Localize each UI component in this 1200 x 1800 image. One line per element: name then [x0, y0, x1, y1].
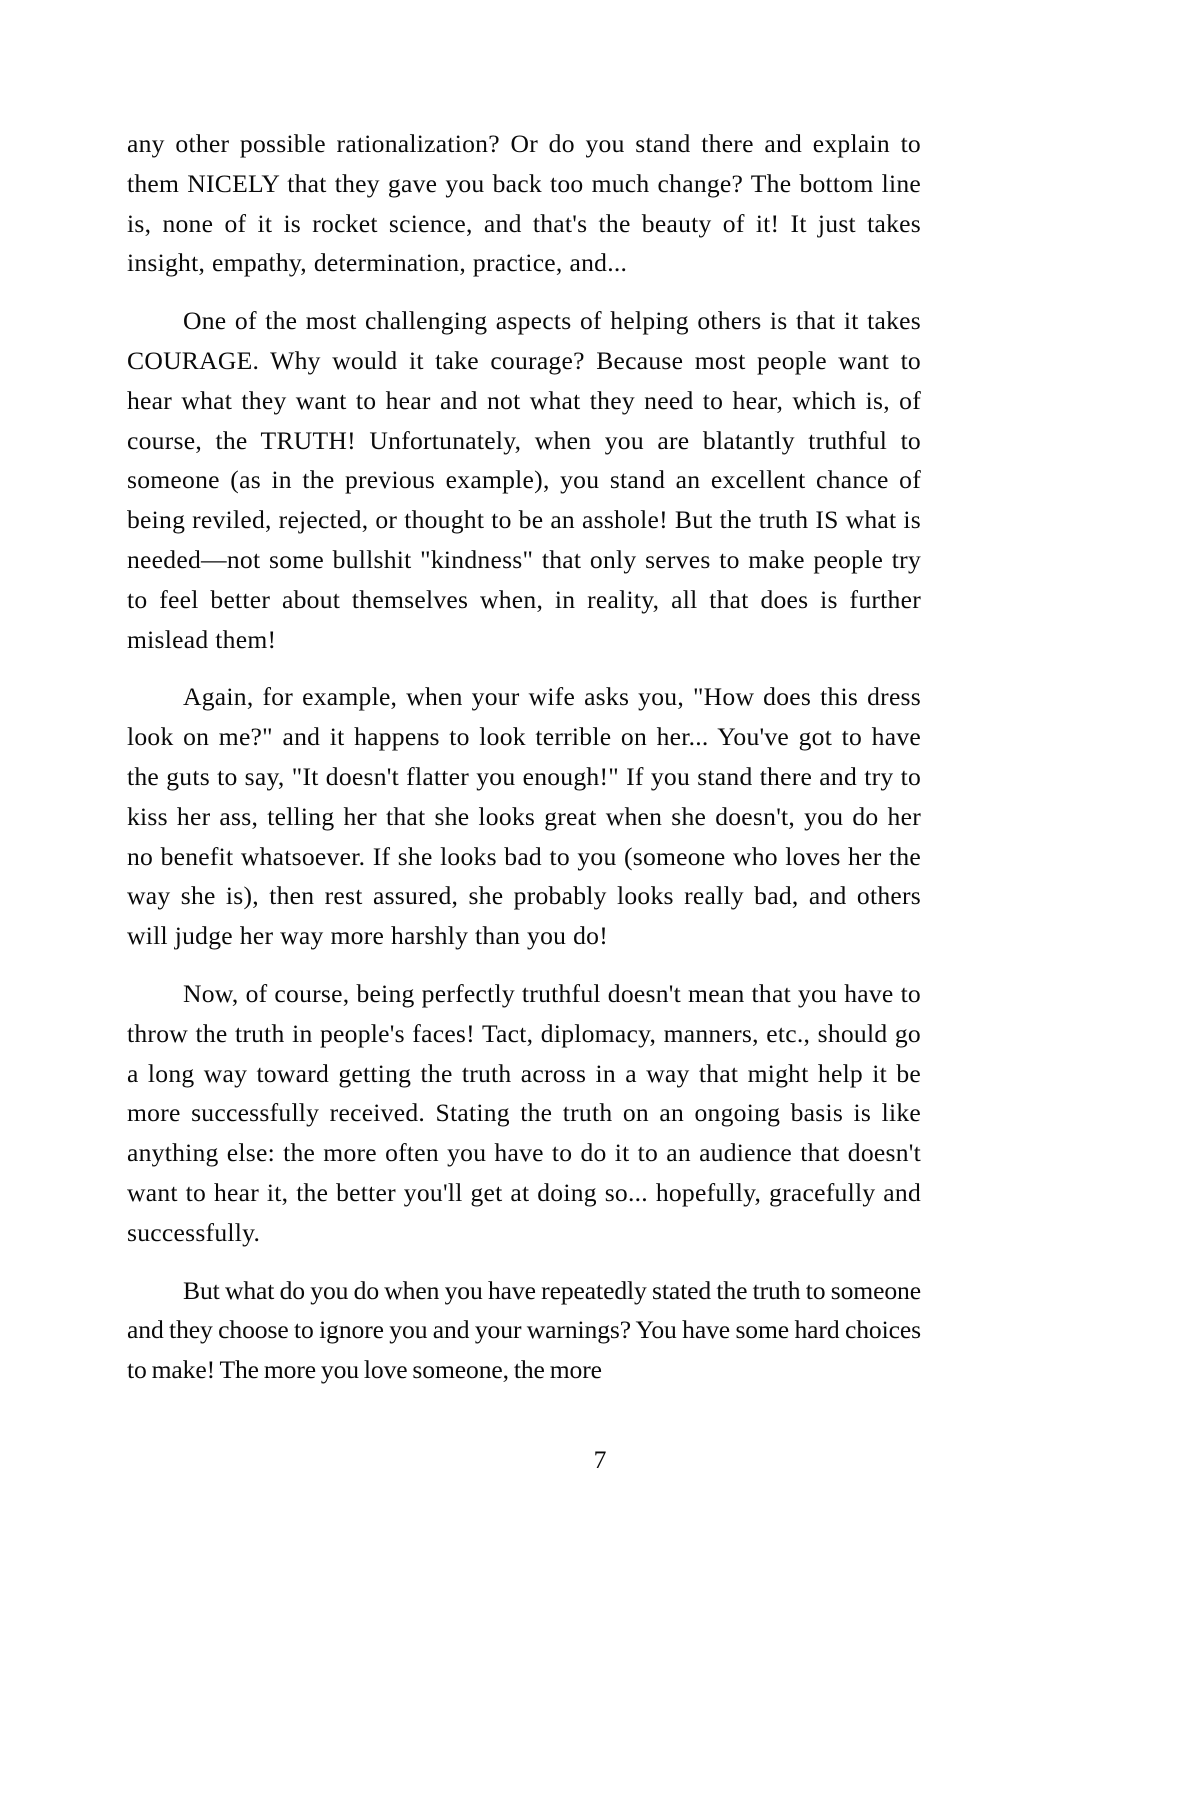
paragraph-3: Again, for example, when your wife asks you, "How does this dress look on me?" and it happens to look terrible on her... You've got to have the guts to say, "It doesn't flatter you enough!" If you stand there and try to kiss her ass, telling her that she looks great when she doesn't, you do her no benefit whatsoever. If she looks bad to you (someone who loves her the way she is), then rest assured, she probably looks really bad, and others will judge her way more harshly than you do!: [127, 682, 921, 951]
paragraph-2: One of the most challenging aspects of helping others is that it takes COURAGE. Why would it take courage? Because most people want to hear what they want to hear and not what they need to hear, which is, of course, the TRUTH! Unfortunately, when you are blatantly truthful to someone (as in the previous example), you stand an excellent chance of being reviled, rejected, or thought to be an asshole! But the truth IS what is needed—not some bullshit "kindness" that only serves to make people try to feel better about themselves when, in reality, all that does is further mislead them!: [127, 306, 921, 654]
page-number: 7: [593, 1445, 607, 1474]
paragraph-1: any other possible rationalization? Or do you stand there and explain to them NICELY that they gave you back too much change? The bottom line is, none of it is rocket science, and that's the beauty of it! It just takes insight, empathy, determination, practice, and...: [127, 129, 921, 278]
paragraph-5: But what do you do when you have repeatedly stated the truth to someone and they choose to ignore you and your warnings? You have some hard choices to make! The more you love someone, the more: [127, 1275, 921, 1385]
paragraph-4: Now, of course, being perfectly truthful doesn't mean that you have to throw the truth in people's faces! Tact, diplomacy, manners, etc., should go a long way toward getting the truth across in a way that might help it be more successfully received. Stating the truth on an ongoing basis is like anything else: the more often you have to do it to an audience that doesn't want to hear it, the better you'll get at doing so... hopefully, gracefully and successfully.: [127, 978, 921, 1247]
body-text-column: [127, 124, 921, 1390]
